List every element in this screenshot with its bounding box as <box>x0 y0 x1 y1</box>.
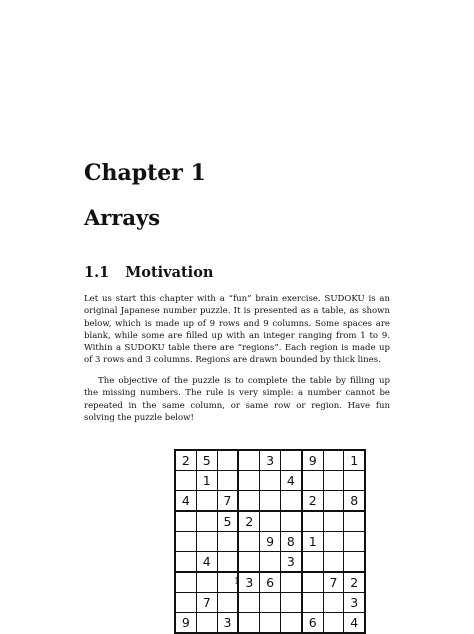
sudoku-cell <box>344 552 365 573</box>
sudoku-cell: 3 <box>260 450 281 471</box>
sudoku-cell <box>260 613 281 634</box>
sudoku-cell: 2 <box>302 491 323 512</box>
sudoku-cell: 6 <box>302 613 323 634</box>
sudoku-cell <box>280 450 301 471</box>
sudoku-cell <box>175 471 196 491</box>
sudoku-cell <box>260 491 281 512</box>
sudoku-cell <box>217 471 238 491</box>
sudoku-cell <box>260 552 281 573</box>
sudoku-cell <box>238 471 259 491</box>
paragraph-objective: The objective of the puzzle is to complete the table by filling up the missing numbers. The rule is very simple: a number cannot be repeated in the same column, or same row or region. Have fun solving the puzzle below! <box>84 376 390 423</box>
page-number: 1 <box>234 577 240 587</box>
sudoku-cell: 4 <box>175 491 196 512</box>
sudoku-cell: 2 <box>344 572 365 593</box>
sudoku-cell <box>302 593 323 613</box>
sudoku-cell: 2 <box>175 450 196 471</box>
sudoku-cell <box>323 450 344 471</box>
sudoku-cell <box>175 532 196 552</box>
sudoku-cell <box>302 552 323 573</box>
sudoku-cell <box>280 613 301 634</box>
sudoku-cell <box>260 511 281 532</box>
sudoku-cell: 7 <box>323 572 344 593</box>
sudoku-grid <box>174 449 366 634</box>
sudoku-cell <box>280 491 301 512</box>
sudoku-cell <box>217 532 238 552</box>
sudoku-cell <box>280 593 301 613</box>
sudoku-cell <box>323 511 344 532</box>
chapter-label: Chapter 1 <box>84 160 206 186</box>
sudoku-cell <box>196 491 217 512</box>
sudoku-cell <box>302 471 323 491</box>
sudoku-cell: 4 <box>344 613 365 634</box>
sudoku-row <box>175 532 365 552</box>
sudoku-cell: 3 <box>217 613 238 634</box>
chapter-title: Arrays <box>84 205 161 230</box>
sudoku-cell: 1 <box>196 471 217 491</box>
sudoku-cell <box>344 511 365 532</box>
section-title: Motivation <box>125 264 214 281</box>
sudoku-cell: 9 <box>260 532 281 552</box>
sudoku-cell: 1 <box>344 450 365 471</box>
sudoku-cell: 3 <box>280 552 301 573</box>
sudoku-cell: 7 <box>196 593 217 613</box>
sudoku-cell <box>175 552 196 573</box>
sudoku-row <box>175 450 365 471</box>
sudoku-cell <box>302 511 323 532</box>
sudoku-cell <box>260 593 281 613</box>
sudoku-cell: 5 <box>217 511 238 532</box>
sudoku-row <box>175 552 365 573</box>
sudoku-cell <box>175 593 196 613</box>
sudoku-cell: 4 <box>280 471 301 491</box>
sudoku-cell <box>217 593 238 613</box>
paragraph-intro: Let us start this chapter with a “fun” brain exercise. SUDOKU is an original Japanese number puzzle. It is presented as a table, as shown below, which is made up of 9 rows and 9 columns. Some spaces are blank, while some are filled up with an integer ranging from 1 to 9. Within a SUDOKU table there are “regions”. Each region is made up of 3 rows and 3 columns. Regions are drawn bounded by thick lines. <box>84 294 390 366</box>
sudoku-cell <box>238 552 259 573</box>
sudoku-cell: 8 <box>280 532 301 552</box>
sudoku-cell: 3 <box>344 593 365 613</box>
sudoku-cell <box>344 532 365 552</box>
sudoku-cell: 1 <box>302 532 323 552</box>
sudoku-cell <box>323 593 344 613</box>
sudoku-row <box>175 593 365 613</box>
sudoku-cell: 5 <box>196 450 217 471</box>
sudoku-row <box>175 471 365 491</box>
sudoku-cell: 9 <box>175 613 196 634</box>
sudoku-cell <box>323 552 344 573</box>
sudoku-cell <box>238 613 259 634</box>
sudoku-cell: 7 <box>217 491 238 512</box>
sudoku-cell: 4 <box>196 552 217 573</box>
sudoku-cell: 6 <box>260 572 281 593</box>
sudoku-cell <box>238 532 259 552</box>
sudoku-cell <box>323 471 344 491</box>
sudoku-cell <box>217 450 238 471</box>
sudoku-cell <box>238 450 259 471</box>
section-heading <box>84 264 213 281</box>
sudoku-cell: 3 <box>238 572 259 593</box>
sudoku-cell <box>323 532 344 552</box>
sudoku-cell <box>323 491 344 512</box>
sudoku-cell <box>323 613 344 634</box>
sudoku-row <box>175 613 365 634</box>
sudoku-cell <box>196 613 217 634</box>
sudoku-cell <box>238 491 259 512</box>
sudoku-cell <box>344 471 365 491</box>
sudoku-cell: 9 <box>302 450 323 471</box>
sudoku-cell <box>196 511 217 532</box>
section-number: 1.1 <box>84 264 110 281</box>
sudoku-cell <box>217 552 238 573</box>
sudoku-cell <box>175 511 196 532</box>
sudoku-row <box>175 491 365 512</box>
sudoku-cell: 8 <box>344 491 365 512</box>
sudoku-cell <box>196 532 217 552</box>
sudoku-cell <box>260 471 281 491</box>
sudoku-cell <box>238 593 259 613</box>
sudoku-row <box>175 511 365 532</box>
sudoku-cell: 2 <box>238 511 259 532</box>
sudoku-cell <box>280 511 301 532</box>
